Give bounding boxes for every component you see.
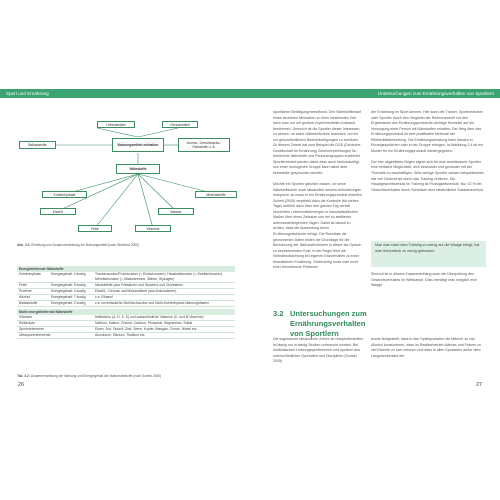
right-column-2: [371, 110, 487, 240]
nutrient-description: Traubenzucker/Fruchtzucker (= Einfachzucker), Haushaltszucker (= Zweifachzucker), Mehrfachzucker (= Malzodextrine, Stärke, Glykogen): [95, 272, 224, 281]
nutrient-description: fettlösliche (A, D, E, K) und wasserlösliche Vitamine (C- und B-Vitamine): [95, 315, 204, 319]
node-ballaststoffe: Ballaststoffe: [19, 141, 56, 149]
energy-content: Energiegehalt: 7 kcal/g: [51, 295, 86, 299]
nutrient-description: Eisen, Jod, Fluorid, Zink, Selen, Kupfer, Mangan, Chrom, Nickel etc.: [95, 327, 198, 331]
left-page-number: 26: [18, 382, 25, 388]
energy-content: Energiegehalt: 4 kcal/g: [51, 289, 86, 293]
nutrient-description: z.a. unverdauliche Mehrfachzucker und Nicht-Kohlenhydrat-Nahrungsfasern: [95, 301, 210, 305]
nutrient-description: Eiweiß-, Genuss und Moleprotiene (aus Aminosäuren): [95, 289, 177, 293]
nutrient-description: z.a. Ethanol: [95, 295, 113, 299]
node-wasser: Wasser: [158, 208, 194, 215]
section-title: Untersuchungen zum Ernährungsverhalten von Sportlern: [290, 309, 367, 338]
node-naehrstoffe: Nährstoffe: [116, 164, 160, 174]
node-lebensmittel: Lebensmittel: [97, 121, 135, 128]
right-running-header: Untersuchungen zum Ernährungsverhalten von Sportlern: [250, 89, 500, 98]
energy-content: Energiegehalt: 2 kcal/g: [51, 301, 86, 305]
right-column-2-bottom: wurde festgestellt, dass in den Spielsportarten die Männer zu viel Alkohol konsumieren, dass im Radfahrbetrieb Männer und Frauen zu viel Eiweiße zu sich nehmen und dass in allen Sportarten außer dem Langstreckenlauf der: [371, 337, 481, 358]
section-number: 3.2: [273, 309, 284, 318]
table-caption-text: Zusammensetzung der Nahrung und Energiegehalt der Makronährstoffe (nach Scheid 2005): [30, 374, 161, 378]
node-mineralstoffe: Mineralstoffe: [195, 191, 237, 198]
figure-caption: [17, 243, 237, 247]
node-aroma: Aroma-, Geschmacks-, Farbstoffe u. Ä.: [178, 138, 230, 152]
table-caption-label: Tab. 3.2:: [17, 374, 30, 378]
nutrient-name: Elektrolyte: [19, 321, 35, 325]
nutrient-name: Fette: [19, 283, 27, 287]
right-page-number: 27: [476, 382, 483, 388]
table-row: [17, 333, 235, 339]
nutrient-description: Natrium, Kalium, Chlorid, Calcium, Phosphat, Magnesium, Sulfat: [95, 321, 193, 325]
nutrient-name: Ultraspurenelemente: [19, 333, 51, 337]
table-row: [17, 301, 235, 307]
nutrient-name: Vitamine: [19, 315, 33, 319]
nutrient-name: Kohlenhydrate: [19, 272, 41, 276]
node-genussmittel: Genussmittel: [162, 121, 198, 128]
paragraph: der Ernährung im Sport kennen. Hier kann der Trainer, Sportmediziner oder Sportler durch den Vergleich der Referenzwerte mit den Ergebnissen des Ernährungsprotokolls wichtige Hinweise auf die Versorgung einer Person mit Nährstoffen erhalten. Der Weg über das Ernährungsprotokoll ist eine praktikable Methode der Effektivitätsbewertung. Die Ernährungsberatung kann danach in Einzelgesprächen oder in der Gruppe erfolgen. In Abbildung 3.4 ist ein Muster für ein Ernährungsprotokoll wiedergegeben.: [371, 110, 483, 153]
right-column-2-continued: Sinnvoll ist in diesem Zusammenhang auch die Überprüfung des Gewichtsverlustes im Wettkampf. Dazu benötigt man lediglich eine Waage.: [371, 272, 477, 288]
diagram-connectors: [0, 0, 250, 260]
table-row: [17, 272, 235, 283]
nutrient-name: Ballaststoffe: [19, 301, 38, 305]
table-section-energy: Energieliefernde Nährstoffe: [17, 266, 235, 272]
paragraph: Möchte ein Sportler gänzlich wissen, ob seine Nährstoffzufuhr auch tatsächlich seinem Anforderungen entspricht, so muss er ein Ernährungsprotokoll erstellen. Scheid (2005) empfiehlt dazu die Kontrolle (für sieben Tage) aufführt dazu über den ganzen Tag verteilt verzehrten Lebensmittelmengen in haushaltsüblichen Maßen über einen Zeitraum von bei so stelltieren, aufeinanderfolgenden Tagen. Dabei ist darauf zu achten, dass die Auswertung durch Ernährungsfachleute erfolgt. Die Resultate die gewonnenen Daten bilden die Grundlage für die Berechnung der Nährstoffzufuhren in dieser als Optisch zu bezeichnenden Kost. In der Regel führt die Selbstbeobachtung bei eigenen Essverhalten zu einer bewussteren Ernährung. Gleichzeitig muss man nicht einer theoretische Probleme: [273, 182, 363, 270]
energy-content: Energiegehalt: 9 kcal/g: [51, 283, 86, 287]
nutrient-name: Alkohol: [19, 295, 31, 299]
right-column-1: [273, 110, 363, 300]
figure-caption-label: Abb. 3.3:: [17, 243, 31, 247]
figure-caption-text: Einteilung und Zusammensetzung der Nahrungsmittel (nach Wehrend 2005): [31, 243, 140, 247]
energy-content: Energiegehalt: 4 kcal/g: [51, 272, 86, 276]
nutrient-description: Aluminium, Silicium, Thallium etc.: [95, 333, 146, 337]
node-kohlenhydrate: Kohlenhydrate: [42, 191, 87, 198]
nutrient-name: Spurenelemente: [19, 327, 44, 331]
node-nahrungsmittel: Nahrungsmittel enthalten: [112, 138, 164, 152]
table-section-non-energy: Nicht energieliefernde Nährstoffe: [17, 309, 235, 315]
left-running-header: Sport und Ernährung: [0, 89, 250, 98]
paragraph: Der hier abgebildete Bogen eignet sich für eine ambitionierte Sportler eine einfache Möglichkeit, sich bewusster und gesünder mit der Thematik zu beschäftigen. Sehr wenige Sportler wissen beispielsweise, wie viel Gewicht sie durch das Training verlieren. Der Hauptgewichtsverlust im Training ist Flüssigkeitsverlust. Nur 10 % bei Gewichtsverlustes durch Schwitzen sind tatsächlicher Substanzverlust.: [371, 159, 485, 192]
nutrient-name: Proteine: [19, 289, 32, 293]
callout-box: Man man nach dem Training zu wenig auf die Waage bringt, hat man theoretisch zu wenig getrunken.: [371, 241, 486, 267]
node-fette: Fette: [78, 225, 112, 232]
nutrient-table: [17, 266, 235, 339]
node-vitamine: Vitamine: [135, 225, 171, 232]
nutrient-description: Neutralfette (aus Fettsäuren und Glycerin) und Cholesterin: [95, 283, 184, 287]
right-column-1-bottom: Die sogenannte tatsächliche Zufuhr an Hauptnährstoffen ist lassig nur in wenig Studien untersucht worden. Bei holländischen Leistungssportlerinnen und sportern aus unterschiedlicher Sportarten und Disziplinen (Scheid 2005): [273, 337, 364, 364]
node-eiweiss: Eiweiß: [40, 208, 76, 215]
table-caption: [17, 374, 242, 378]
paragraph: sportlichen Betätigung beeinflusst. Den Nährstoffbedarf eines einzelnen Menschen zu einer bestimmten Zeit kann man nur mit großem experimentellen Aufwand bestimmen. Dennoch ist die Sportler dieser Interessen zu wissen, ob seine Nährstoffzufuhr ausreicht, um ihn vor gesundheitlichen Beeinträchtigungen zu schützen. Zu diesem Zweck hat zum Beispiel die DGE (Deutsche Gesellschaft für Ernährung) Zufuhrempfehlungen für bestimmte Nährstoffe und Personengruppen erarbeitet. Sportlerbedarf werden dabei dese auch berücksichtigt, von einer homogenen Gruppe kann dabei aber keinesfalls gesprochen werden.: [273, 110, 362, 176]
